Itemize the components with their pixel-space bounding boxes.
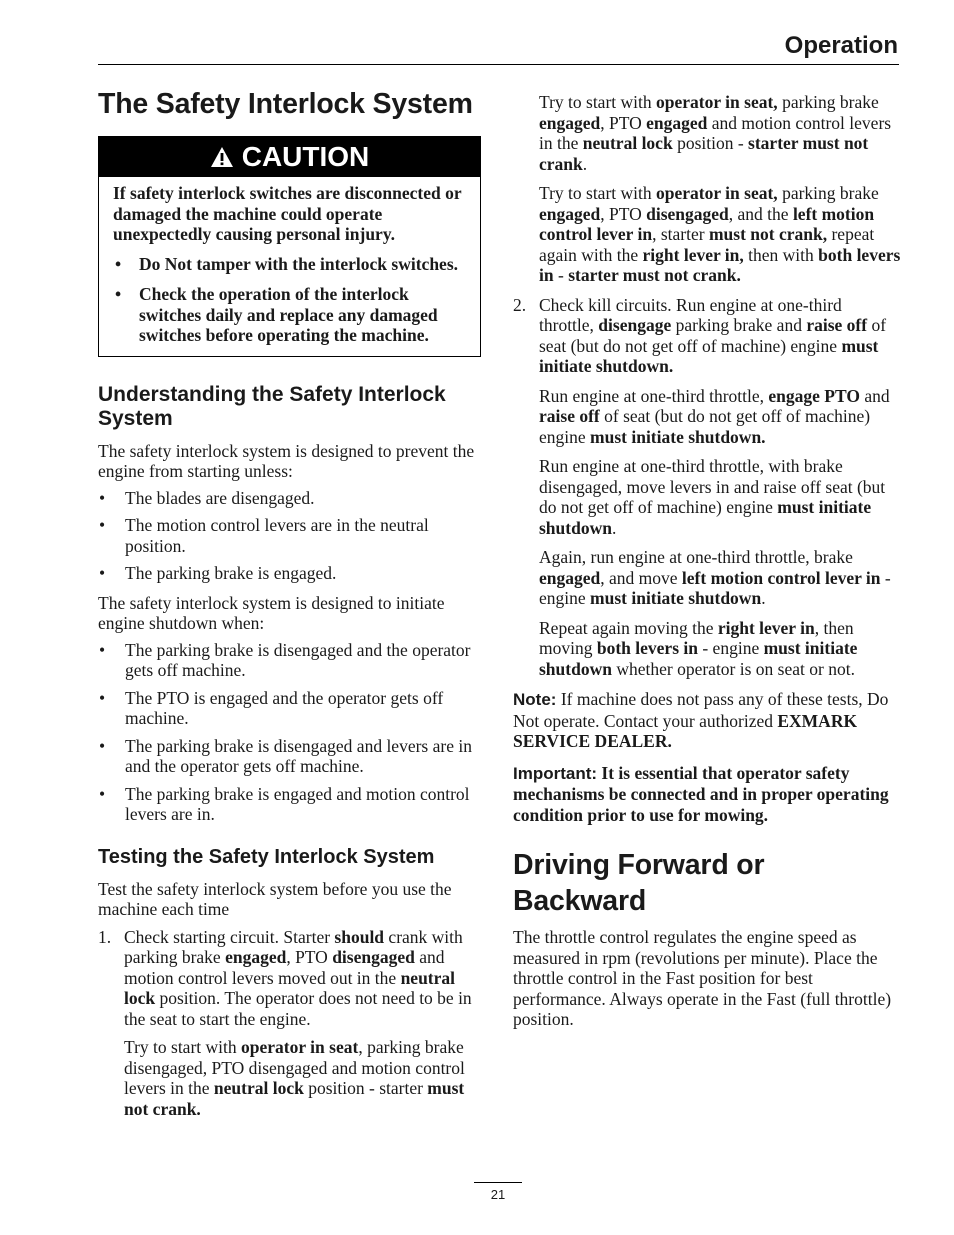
- list-item: • The parking brake is engaged and motion control levers are in.: [98, 784, 488, 825]
- understanding-intro-shutdown: The safety interlock system is designed to initiate engine shutdown when:: [98, 592, 445, 633]
- section-header: Operation: [784, 32, 898, 59]
- caution-list: [113, 254, 466, 346]
- operator-seat-pto-engaged-test: Try to start with operator in seat, parking brake engaged, PTO engaged and motion control levers in the neutral lock position - starter must not crank.: [539, 92, 892, 174]
- important-label: Important:: [513, 763, 598, 783]
- step-2-text: Check kill circuits. Run engine at one-third throttle, disengage parking brake and raise off of seat (but do not get off of machine) engine must initiate shutdown.: [539, 294, 887, 376]
- step-1-text: Check starting circuit. Starter should crank with parking brake engaged, PTO disengaged and motion control levers moved out in the neutral lock position. The operator does not need to be in the seat to start the engine.: [124, 926, 472, 1029]
- caution-item: • Do Not tamper with the interlock switches.: [113, 254, 466, 275]
- warning-triangle-icon: [210, 146, 234, 168]
- list-item: • The parking brake is disengaged and the operator gets off machine.: [98, 640, 488, 681]
- step-number: 1.: [98, 926, 112, 947]
- step-number: 2.: [513, 294, 527, 315]
- list-item: • The motion control levers are in the neutral position.: [98, 515, 488, 556]
- list-item: • The blades are disengaged.: [98, 488, 488, 509]
- left-column: [98, 86, 488, 1119]
- header-rule: [98, 64, 899, 65]
- caution-item: • Check the operation of the interlock switches daily and replace any damaged switches before operating the machine.: [113, 284, 466, 346]
- step-1: [98, 927, 488, 1030]
- driving-heading: Driving Forward or Backward: [513, 849, 765, 917]
- page-number: 21: [490, 1187, 506, 1202]
- page-title: The Safety Interlock System: [98, 88, 473, 120]
- understanding-intro-start: The safety interlock system is designed to prevent the engine from starting unless:: [98, 440, 475, 481]
- understanding-heading: Understanding the Safety Interlock System: [98, 382, 446, 430]
- operator-seat-lever-test: Try to start with operator in seat, parking brake engaged, PTO disengaged, and the left motion control lever in, starter must not crank, repeat again with the right lever in, then with both levers in - starter must not crank.: [539, 183, 901, 285]
- testing-intro: Test the safety interlock system before you use the machine each time: [98, 878, 452, 919]
- list-item: • The parking brake is disengaged and levers are in and the operator gets off machine.: [98, 736, 488, 777]
- list-item: • The PTO is engaged and the operator gets off machine.: [98, 688, 488, 729]
- start-conditions-list: [98, 488, 488, 584]
- list-item: • The parking brake is engaged.: [98, 563, 488, 584]
- footer-rule: [474, 1182, 522, 1183]
- note-label: Note:: [513, 690, 557, 709]
- caution-banner: [99, 137, 480, 177]
- caution-body: [99, 177, 480, 356]
- note-paragraph: Note: If machine does not pass any of these tests, Do Not operate. Contact your authorized EXMARK SERVICE DEALER.: [513, 689, 889, 751]
- caution-label: CAUTION: [241, 140, 370, 172]
- testing-heading: Testing the Safety Interlock System: [98, 845, 435, 868]
- levers-in-raise-off-test: Run engine at one-third throttle, with brake disengaged, move levers in and raise off seat (but do not get off of machine) engine must initiate shutdown.: [539, 456, 886, 538]
- step-1-paragraph: Try to start with operator in seat, parking brake disengaged, PTO disengaged and motion control levers in the neutral lock position - starter must not crank.: [124, 1037, 465, 1119]
- right-and-both-levers-test: Repeat again moving the right lever in, then moving both levers in - engine must initiate shutdown whether operator is on seat or not.: [539, 617, 858, 679]
- left-lever-test: Again, run engine at one-third throttle, brake engaged, and move left motion control lever in - engine must initiate shutdown.: [539, 547, 891, 608]
- step-2: [513, 295, 901, 377]
- important-paragraph: Important: It is essential that operator safety mechanisms be connected and in proper operating condition prior to use for mowing.: [513, 762, 889, 825]
- right-column: [513, 92, 901, 1030]
- caution-intro: If safety interlock switches are disconnected or damaged the machine could operate unexpectedly causing personal injury.: [113, 183, 462, 244]
- driving-text: The throttle control regulates the engine speed as measured in rpm (revolutions per minute). Place the throttle control in the Fast position for best performance. Always operate in the Fast (full throttle) position.: [513, 927, 892, 1029]
- caution-box: [98, 136, 481, 357]
- shutdown-conditions-list: [98, 640, 488, 825]
- pto-raise-off-test: Run engine at one-third throttle, engage PTO and raise off of seat (but do not get off of machine) engine must initiate shutdown.: [539, 385, 890, 447]
